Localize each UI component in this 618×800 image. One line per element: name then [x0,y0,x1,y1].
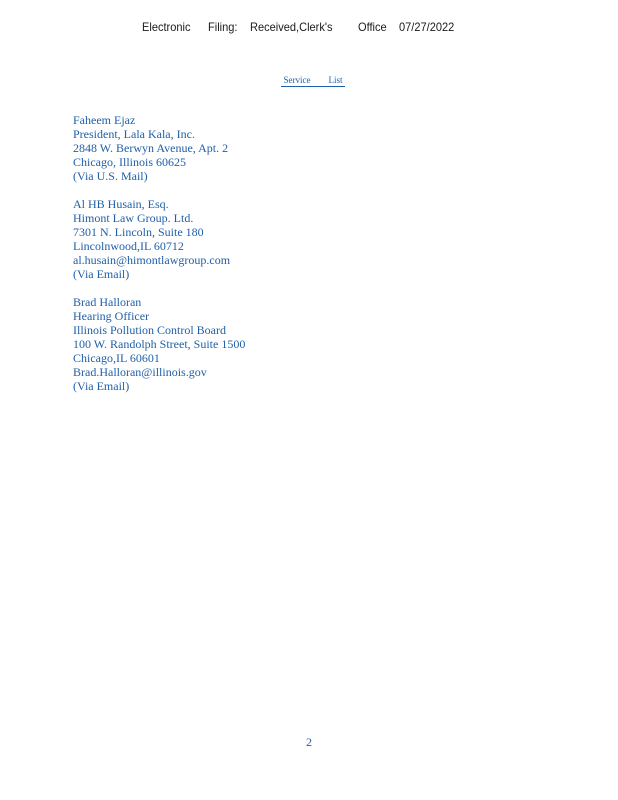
service-list-title [0,75,618,87]
title-word-list: List [328,75,343,85]
contact-street: 2848 W. Berwyn Avenue, Apt. 2 [73,141,229,155]
header-date: 07/27/2022 [399,20,455,34]
contact-delivery-method: (Via Email) [73,379,130,393]
header-filing: Filing: [208,20,238,34]
service-list-title-underline [281,75,344,87]
filing-header [0,20,618,38]
contact-email: al.husain@himontlawgroup.com [73,253,231,267]
contact-block-ejaz [73,113,245,183]
contact-city: Chicago,IL 60601 [73,351,160,365]
contact-organization: Illinois Pollution Control Board [73,323,227,337]
header-office: Office [358,20,387,34]
contact-street: 100 W. Randolph Street, Suite 1500 [73,337,246,351]
contact-block-halloran [73,295,245,393]
contact-email: Brad.Halloran@illinois.gov [73,365,207,379]
page-number: 2 [306,735,312,749]
contact-list [73,113,245,407]
contact-title: President, Lala Kala, Inc. [73,127,195,141]
contact-delivery-method: (Via Email) [73,267,130,281]
contact-block-husain [73,197,245,281]
contact-city: Lincolnwood,IL 60712 [73,239,184,253]
contact-street: 7301 N. Lincoln, Suite 180 [73,225,204,239]
contact-name: Al HB Husain, Esq. [73,197,169,211]
contact-city: Chicago, Illinois 60625 [73,155,186,169]
contact-title: Hearing Officer [73,309,150,323]
contact-name: Faheem Ejaz [73,113,136,127]
contact-name: Brad Halloran [73,295,142,309]
header-received: Received,Clerk's [250,20,333,34]
contact-delivery-method: (Via U.S. Mail) [73,169,148,183]
header-electronic: Electronic [142,20,191,34]
contact-firm: Himont Law Group. Ltd. [73,211,194,225]
title-word-service: Service [283,75,311,85]
